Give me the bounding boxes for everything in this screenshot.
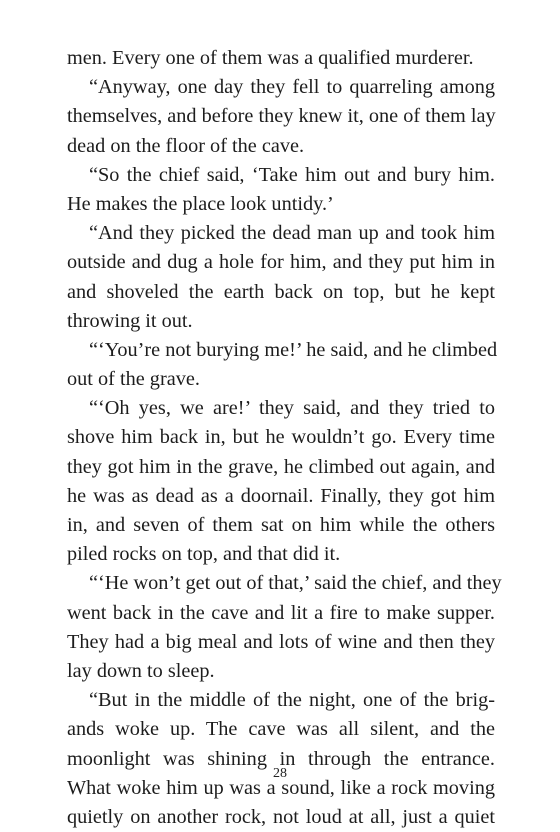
page-number: 28 <box>273 766 287 781</box>
text-line: out of the grave. <box>67 368 200 391</box>
text-line: shove him back in, but he wouldn’t go. Every time <box>67 426 495 449</box>
text-line: “‘You’re not burying me!’ he said, and he climbed <box>89 338 498 361</box>
text-line: moonlight was shining in through the entrance. <box>67 747 495 770</box>
text-line: piled rocks on top, and that did it. <box>67 543 341 566</box>
text-line: What woke him up was a sound, like a rock moving <box>67 776 495 799</box>
text-line: ands woke up. The cave was all silent, and the <box>67 718 495 741</box>
text-line: They had a big meal and lots of wine and then they <box>67 630 495 653</box>
text-line: He makes the place look untidy.’ <box>67 192 334 215</box>
text-line: and shoveled the earth back on top, but he kept <box>67 280 495 303</box>
text-line: themselves, and before they knew it, one of them lay <box>67 105 496 128</box>
page-body <box>67 44 502 832</box>
text-line: men. Every one of them was a qualified murderer. <box>67 47 474 69</box>
text-line: quietly on another rock, not loud at all, just a quiet <box>67 805 495 828</box>
text-line: outside and dug a hole for him, and they put him in <box>67 251 495 274</box>
text-line: they got him in the grave, he climbed out again, and <box>67 455 495 478</box>
text-line: dead on the floor of the cave. <box>67 134 305 157</box>
text-line: lay down to sleep. <box>67 659 215 682</box>
text-line: “‘He won’t get out of that,’ said the chief, and they <box>89 572 502 595</box>
text-line: went back in the cave and lit a fire to make supper. <box>67 601 495 624</box>
text-line: throwing it out. <box>67 309 193 332</box>
text-line: “But in the middle of the night, one of the brig- <box>89 689 495 712</box>
text-line: “‘Oh yes, we are!’ they said, and they tried to <box>89 397 495 420</box>
text-line: “And they picked the dead man up and took him <box>89 222 495 245</box>
text-line: “So the chief said, ‘Take him out and bury him. <box>89 163 495 186</box>
text-line: he was as dead as a doornail. Finally, they got him <box>67 484 495 507</box>
text-line: “Anyway, one day they fell to quarreling among <box>89 76 495 99</box>
text-line: in, and seven of them sat on him while the others <box>67 514 495 536</box>
